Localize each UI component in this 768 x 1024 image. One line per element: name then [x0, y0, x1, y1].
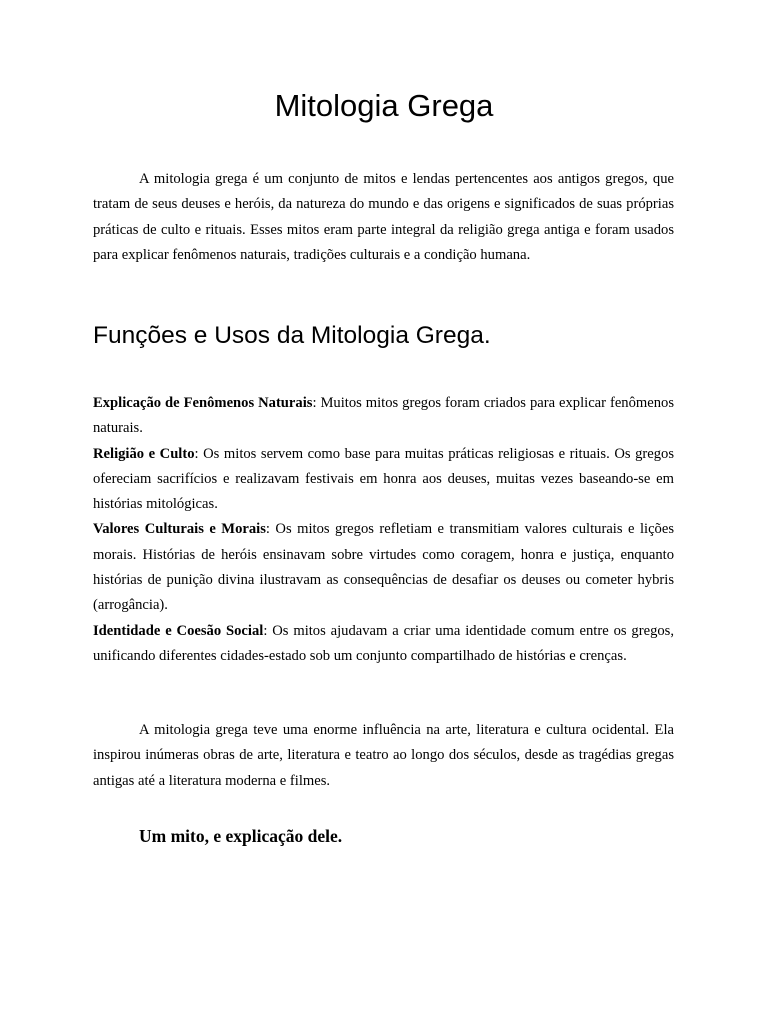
function-text: : Os mitos ajudavam a criar uma identidade comum entre os gregos, unificando diferentes cidades-estado sob um conjunto compartilhado de histórias e crenças.	[93, 622, 674, 664]
function-item-natural-phenomena	[93, 391, 674, 442]
document-title: Mitologia Grega	[274, 88, 494, 123]
intro-paragraph: A mitologia grega é um conjunto de mitos e lendas pertencentes aos antigos gregos, que tratam de seus deuses e heróis, da natureza do mundo e das origens e significados de suas próprias práticas de culto e rituais. Esses mitos eram parte integral da religião grega antiga e foram usados para explicar fenômenos naturais, tradições culturais e a condição humana.	[93, 171, 674, 263]
function-item-religion	[93, 442, 674, 518]
function-text: : Os mitos servem como base para muitas práticas religiosas e rituais. Os gregos ofereciam sacrifícios e realizavam festivais em honra aos deuses, muitas vezes baseando-se em histórias mitológicas.	[93, 445, 674, 513]
function-term: Religião e Culto	[93, 445, 195, 462]
function-term: Explicação de Fenômenos Naturais	[93, 395, 313, 411]
function-text: : Os mitos gregos refletiam e transmitiam valores culturais e lições morais. Histórias de heróis ensinavam sobre virtudes como coragem, honra e justiça, enquanto histórias de punição divina ilustravam as consequências de desafiar os deuses ou cometer hybris (arrogância).	[93, 521, 674, 614]
myth-subheading: Um mito, e explicação dele.	[139, 826, 343, 846]
function-term: Valores Culturais e Morais	[93, 521, 266, 538]
function-item-values	[93, 517, 674, 618]
influence-paragraph: A mitologia grega teve uma enorme influência na arte, literatura e cultura ocidental. Ela inspirou inúmeras obras de arte, literatura e teatro ao longo dos séculos, desde as tragédias gregas antigas até a literatura moderna e filmes.	[93, 722, 674, 789]
function-item-identity	[93, 619, 674, 670]
function-text: : Muitos mitos gregos foram criados para explicar fenômenos naturais.	[93, 395, 674, 437]
function-term: Identidade e Coesão Social	[93, 622, 264, 639]
section-heading: Funções e Usos da Mitologia Grega.	[93, 322, 491, 349]
functions-list	[93, 391, 674, 669]
